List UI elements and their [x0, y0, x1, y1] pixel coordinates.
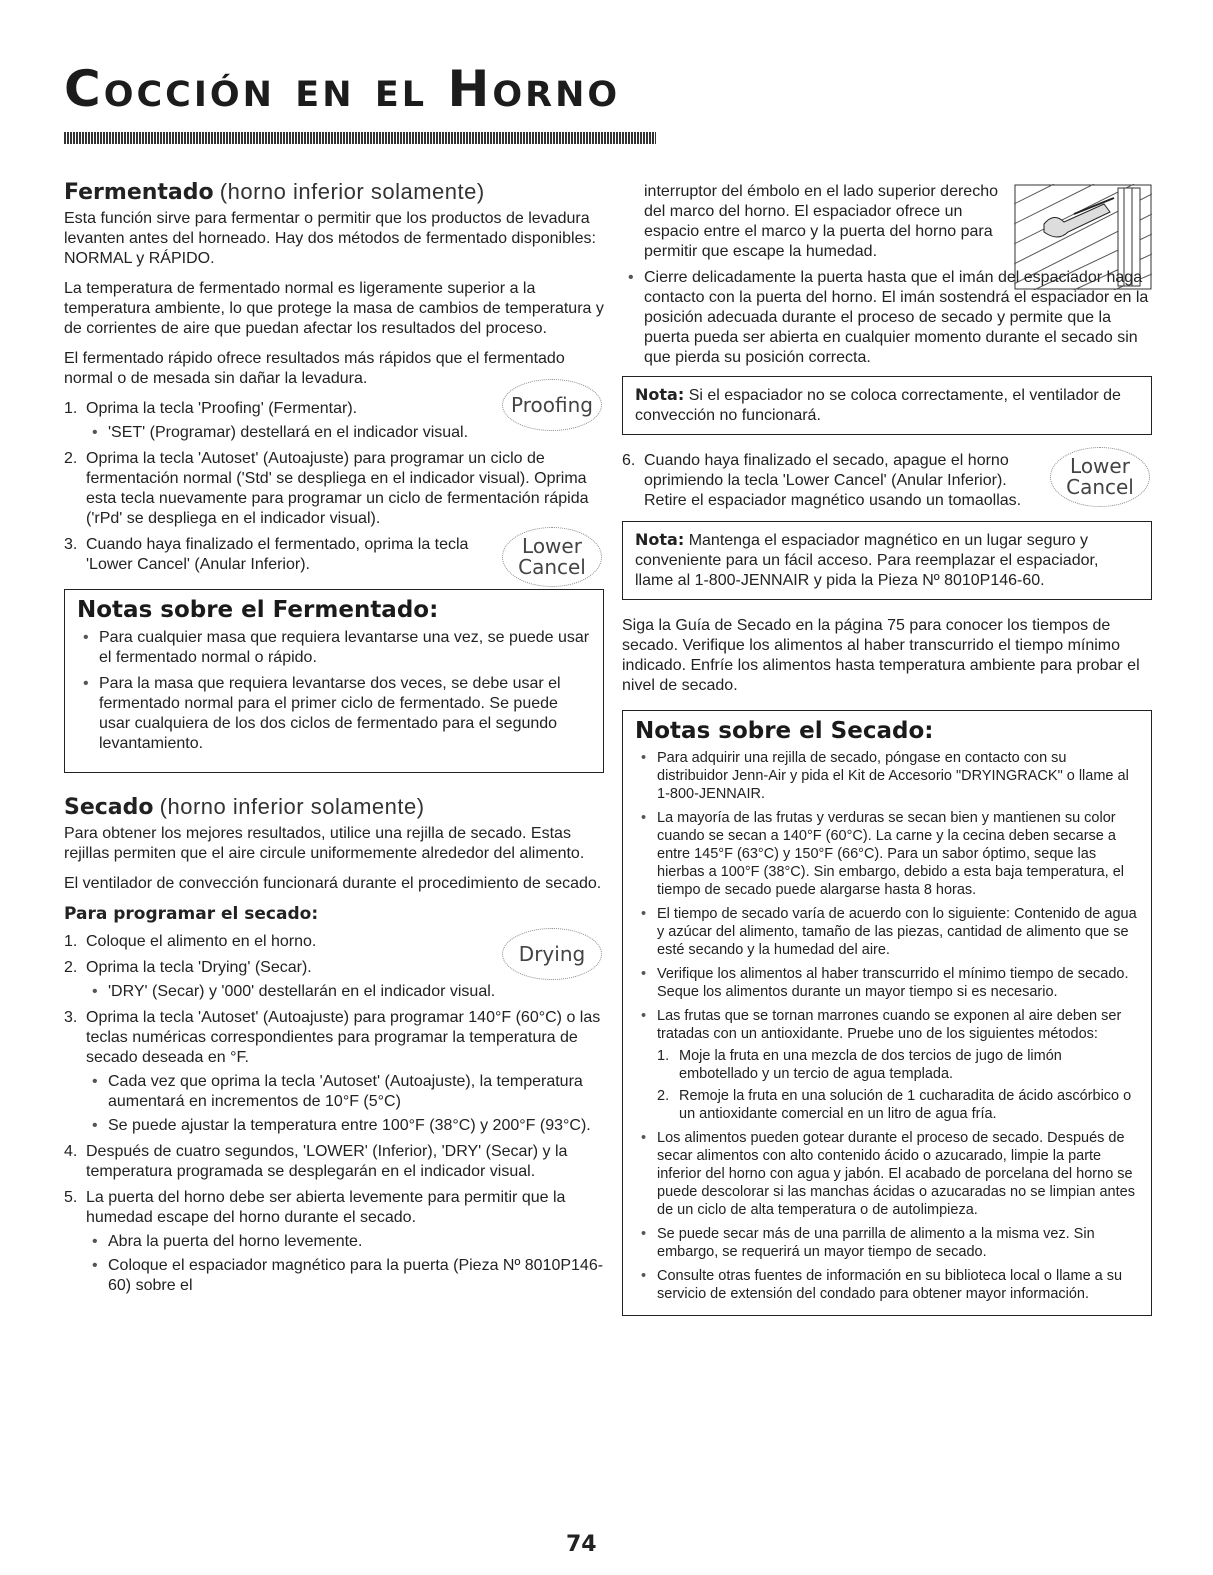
fermentado-step: [64, 449, 604, 529]
step-bullet: • Cada vez que oprima la tecla 'Autoset' (Autoajuste), la temperatura aumentará en incrementos de 10°F (5°C): [86, 1072, 604, 1112]
secado-para: El ventilador de convección funcionará durante el procedimiento de secado.: [64, 875, 602, 892]
fermentado-heading-bold: Fermentado: [64, 180, 214, 205]
step-number: 3.: [64, 536, 78, 553]
lower-cancel-key-icon: [502, 527, 602, 587]
nota-box-1: [622, 376, 1152, 435]
step-bullets: [86, 982, 604, 1002]
title-rule: [64, 132, 656, 144]
page-number: 74: [566, 1532, 597, 1557]
continued-bullet: • Cierre delicadamente la puerta hasta que el imán del espaciador haga contacto con la puerta del horno. El imán sostendrá el espaciador en la posición adecuada durante el proceso de secado y permite que la puerta pueda ser abierta en cualquier momento durante el secado sin que pierda su posición correcta.: [622, 268, 1152, 368]
secado-steps: [64, 932, 604, 1296]
key-label-cancel: Cancel: [518, 555, 586, 579]
secado-step: [64, 1008, 604, 1136]
step-bullet: • 'DRY' (Secar) y '000' destellarán en el indicador visual.: [86, 982, 604, 1002]
antioxidant-methods: [657, 1047, 1139, 1123]
step-number: 1.: [64, 400, 78, 417]
continued-text: interruptor del émbolo en el lado superior derecho del marco del horno. El espaciador ofrece un espacio entre el marco y la puerta del horno para permitir que escape la humedad.: [644, 183, 998, 260]
step-bullet: • Abra la puerta del horno levemente.: [86, 1232, 604, 1252]
method-text: Moje la fruta en una mezcla de dos tercios de jugo de limón embotellado y un tercio de agua templada.: [679, 1048, 1062, 1082]
notas-fermentado-list: [77, 628, 591, 754]
nota-item: • El tiempo de secado varía de acuerdo con lo siguiente: Contenido de agua y azúcar del alimento, tamaño de las piezas, cantidad de alimento que se esté secando y la humedad del aire.: [635, 905, 1139, 959]
step-number: 6.: [622, 452, 636, 469]
step-bullet: • Se puede ajustar la temperatura entre 100°F (38°C) y 200°F (93°C).: [86, 1116, 604, 1136]
fermentado-steps: [64, 392, 604, 579]
step-text: Oprima la tecla 'Drying' (Secar).: [86, 959, 312, 976]
nota-item: • Para la masa que requiera levantarse dos veces, se debe usar el fermentado normal para el primer ciclo de fermentado. Se puede usar cualquiera de los dos ciclos de fermentado para el segundo levantamiento.: [77, 674, 591, 754]
step-text: Coloque el alimento en el horno.: [86, 933, 317, 950]
step-text: Oprima la tecla 'Proofing' (Fermentar).: [86, 400, 358, 417]
proofing-key-label: Proofing: [511, 392, 593, 417]
nota-item: • Los alimentos pueden gotear durante el proceso de secado. Después de secar alimentos con alto contenido ácido o azucarado, limpie la parte inferior del horno con agua y jabón. El acabado de porcelana del horno se puede descolorar si las manchas ácidas o azucaradas no se limpian antes de un ciclo de alta temperatura o de autolimpieza.: [635, 1129, 1139, 1219]
notas-fermentado-box: [64, 589, 604, 773]
nota-item: • Para cualquier masa que requiera levantarse una vez, se puede usar el fermentado normal o rápido.: [77, 628, 591, 668]
nota-text: Mantenga el espaciador magnético en un lugar seguro y conveniente para un fácil acceso. Para reemplazar el espaciador, llame al 1-800-JENNAIR y pida la Pieza Nº 8010P146-60.: [635, 532, 1099, 589]
fermentado-para: El fermentado rápido ofrece resultados más rápidos que el fermentado normal o de mesada sin dañar la levadura.: [64, 350, 565, 387]
step-number: 2.: [64, 450, 78, 467]
notas-fermentado-title: Notas sobre el Fermentado:: [77, 597, 439, 623]
step-bullets: [86, 423, 486, 443]
step-number: 5.: [64, 1189, 78, 1206]
step-text: Oprima la tecla 'Autoset' (Autoajuste) para programar un ciclo de fermentación normal ('Std' se despliega en el indicador visual). Oprima esta tecla nuevamente para programar un ciclo de fermentación rápida ('rPd' se despliega en el indicador visual).: [86, 450, 589, 527]
step-text: La puerta del horno debe ser abierta levemente para permitir que la humedad escape del horno durante el secado.: [86, 1189, 566, 1226]
key-label-lower: Lower: [1070, 454, 1130, 478]
nota-item: • Se puede secar más de una parrilla de alimento a la misma vez. Sin embargo, se requerirá un mayor tiempo de secado.: [635, 1225, 1139, 1261]
secado-heading-bold: Secado: [64, 795, 154, 820]
nota-label: Nota:: [635, 385, 685, 404]
key-label-cancel: Cancel: [1066, 475, 1134, 499]
step-text: Cuando haya finalizado el secado, apague el horno oprimiendo la tecla 'Lower Cancel' (Anular Inferior). Retire el espaciador magnético usando un tomaollas.: [644, 452, 1022, 509]
nota-text: Si el espaciador no se coloca correctamente, el ventilador de convección no funcionará.: [635, 387, 1121, 424]
method-number: 2.: [657, 1088, 670, 1104]
nota-item: • Consulte otras fuentes de información en su biblioteca local o llame a su servicio de extensión del condado para obtener mayor información.: [635, 1267, 1139, 1303]
secado-steps-cont: [622, 451, 1152, 511]
step-number: 4.: [64, 1143, 78, 1160]
step-text: Después de cuatro segundos, 'LOWER' (Inferior), 'DRY' (Secar) y la temperatura programada se desplegarán en el indicador visual.: [86, 1143, 568, 1180]
step-number: 3.: [64, 1009, 78, 1026]
left-column: [64, 179, 604, 1306]
nota-item: [635, 1007, 1139, 1123]
spacer-continuation: [622, 182, 1152, 262]
fermentado-heading: [64, 179, 604, 205]
notas-secado-list: [635, 749, 1139, 1303]
fermentado-heading-rest: (horno inferior solamente): [219, 179, 485, 204]
step-bullets: [86, 1072, 604, 1136]
secado-step: [64, 1188, 604, 1296]
notas-secado-box: [622, 710, 1152, 1316]
method-text: Remoje la fruta en una solución de 1 cucharadita de ácido ascórbico o un antioxidante comercial en un litro de agua fría.: [679, 1088, 1132, 1122]
secado-step: [64, 932, 604, 966]
step-number: 1.: [64, 933, 78, 950]
fermentado-para: Esta función sirve para fermentar o permitir que los productos de levadura levanten antes del horneado. Hay dos métodos de fermentado disponibles: NORMAL y RÁPIDO.: [64, 210, 596, 267]
drying-key-label: Drying: [518, 941, 586, 966]
method-item: [657, 1087, 1139, 1123]
step-bullets: [86, 1232, 604, 1296]
fermentado-para: La temperatura de fermentado normal es ligeramente superior a la temperatura ambiente, lo que protege la masa de cambios de temperatura y de corrientes de aire que puedan afectar los resultados del proceso.: [64, 280, 604, 337]
step-bullet: • 'SET' (Programar) destellará en el indicador visual.: [86, 423, 486, 443]
nota-item: • Para adquirir una rejilla de secado, póngase en contacto con su distribuidor Jenn-Air y pida el Kit de Accesorio "DRYINGRACK" o llame al 1-800-JENNAIR.: [635, 749, 1139, 803]
step-text: Oprima la tecla 'Autoset' (Autoajuste) para programar 140°F (60°C) o las teclas numéricas correspondientes para programar la temperatura de secado deseada en °F.: [86, 1009, 601, 1066]
right-column: [622, 182, 1152, 1340]
fermentado-step: [64, 392, 604, 443]
secado-step: [64, 958, 604, 1002]
notas-secado-title: Notas sobre el Secado:: [635, 718, 934, 744]
step-number: 2.: [64, 959, 78, 976]
nota-item: • Verifique los alimentos al haber transcurrido el mínimo tiempo de secado. Seque los alimentos durante un mayor tiempo si es necesario.: [635, 965, 1139, 1001]
lower-cancel-key-icon: [1050, 447, 1150, 507]
nota-box-2: [622, 521, 1152, 600]
nota-item: • La mayoría de las frutas y verduras se secan bien y mantienen su color cuando se secan a 140°F (60°C). La carne y la cecina deben secarse a entre 145°F (63°C) y 150°F (66°C). Para un sabor óptimo, seque las hierbas a 100°F (38°C). Sin embargo, debido a esta baja temperatura, el tiempo de secado puede alargarse hasta 8 horas.: [635, 809, 1139, 899]
nota-item-text: Las frutas que se tornan marrones cuando se exponen al aire deben ser tratadas con un antioxidante. Pruebe uno de los siguientes métodos:: [657, 1008, 1122, 1042]
nota-label: Nota:: [635, 530, 685, 549]
secado-subheading: Para programar el secado:: [64, 904, 319, 924]
drying-guide-para: Siga la Guía de Secado en la página 75 para conocer los tiempos de secado. Verifique los alimentos al haber transcurrido el tiempo mínimo indicado. Enfríe los alimentos hasta temperatura ambiente para probar el nivel de secado.: [622, 617, 1140, 694]
method-item: [657, 1047, 1139, 1083]
method-number: 1.: [657, 1048, 670, 1064]
proofing-key-icon: [502, 379, 602, 431]
step-text: Cuando haya finalizado el fermentado, oprima la tecla 'Lower Cancel' (Anular Inferior).: [86, 536, 469, 573]
secado-heading: [64, 794, 604, 820]
secado-step-6: [622, 451, 1152, 511]
secado-step: [64, 1142, 604, 1182]
fermentado-step: [64, 534, 604, 579]
step-bullet: • Coloque el espaciador magnético para la puerta (Pieza Nº 8010P146-60) sobre el: [86, 1256, 604, 1296]
secado-para: Para obtener los mejores resultados, utilice una rejilla de secado. Estas rejillas permiten que el aire circule uniformemente alrededor del alimento.: [64, 825, 585, 862]
page-title: Cocción en el Horno: [64, 60, 621, 118]
key-label-lower: Lower: [522, 534, 582, 558]
secado-heading-rest: (horno inferior solamente): [159, 794, 425, 819]
continued-bullets: [622, 268, 1152, 368]
